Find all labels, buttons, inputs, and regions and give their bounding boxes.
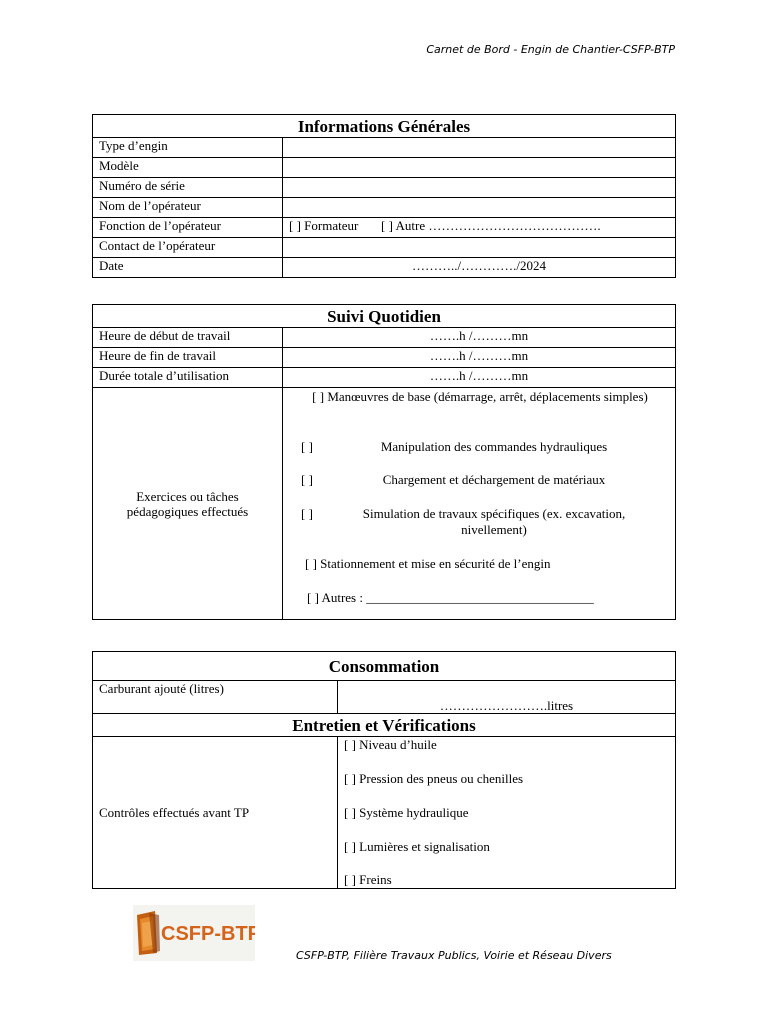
duration-field[interactable]: …….h /………mn	[283, 368, 676, 388]
checks-label: Contrôles effectués avant TP	[93, 737, 338, 889]
section-title-general: Informations Générales	[93, 115, 676, 138]
task-text: [ ] Manœuvres de base (démarrage, arrêt, déplacements simples)	[312, 389, 648, 404]
section-title-daily: Suivi Quotidien	[93, 305, 676, 328]
consumption-maintenance-table	[92, 651, 676, 889]
task-text: Simulation de travaux spécifiques (ex. excavation, nivellement)	[362, 506, 626, 537]
document-header: Carnet de Bord - Engin de Chantier-CSFP-BTP	[426, 43, 675, 56]
task-item-other[interactable]: [ ] Autres : ___________________________________	[307, 590, 594, 605]
field-value[interactable]	[283, 178, 676, 198]
field-label: Heure de début de travail	[93, 328, 283, 348]
field-label: Fonction de l’opérateur	[93, 218, 283, 238]
field-label: Date	[93, 258, 283, 278]
task-checkbox[interactable]: [ ]	[301, 439, 313, 454]
footer-text: CSFP-BTP, Filière Travaux Publics, Voirie et Réseau Divers	[296, 949, 612, 962]
fuel-value[interactable]: …………………….litres	[338, 681, 676, 714]
csfp-btp-logo	[133, 905, 255, 961]
start-time-field[interactable]: …….h /………mn	[283, 328, 676, 348]
task-checkbox[interactable]: [ ]	[301, 506, 313, 521]
task-item[interactable]	[283, 472, 675, 506]
daily-tracking-table	[92, 304, 676, 620]
check-item[interactable]: [ ] Pression des pneus ou chenilles	[344, 771, 524, 786]
logo-graphic	[133, 905, 255, 961]
task-checkbox[interactable]: [ ]	[301, 472, 313, 487]
field-label: Type d’engin	[93, 138, 283, 158]
field-value[interactable]	[283, 158, 676, 178]
field-value[interactable]	[283, 138, 676, 158]
field-label: Numéro de série	[93, 178, 283, 198]
field-label: Modèle	[93, 158, 283, 178]
task-text: Chargement et déchargement de matériaux	[382, 472, 606, 487]
task-item[interactable]	[283, 389, 675, 439]
tasks-list	[283, 388, 676, 620]
section-title-maintenance: Entretien et Vérifications	[93, 714, 676, 737]
logo-text: CSFP-BTP	[161, 923, 255, 945]
task-item-parking[interactable]: [ ] Stationnement et mise en sécurité de l’engin	[305, 556, 551, 571]
field-label: Durée totale d’utilisation	[93, 368, 283, 388]
check-item[interactable]: [ ] Freins	[344, 872, 392, 887]
section-title-consumption: Consommation	[93, 652, 676, 681]
field-value[interactable]	[283, 198, 676, 218]
task-text: Manipulation des commandes hydrauliques	[380, 439, 608, 454]
check-item[interactable]: [ ] Système hydraulique	[344, 805, 469, 820]
field-label: Contact de l’opérateur	[93, 238, 283, 258]
general-info-table	[92, 114, 676, 278]
task-item[interactable]	[283, 439, 675, 472]
field-value[interactable]	[283, 238, 676, 258]
check-item[interactable]: [ ] Lumières et signalisation	[344, 839, 490, 854]
operator-function-options[interactable]: [ ] Formateur [ ] Autre ………………………………….	[283, 218, 676, 238]
task-item[interactable]	[283, 506, 675, 556]
checks-list	[338, 737, 676, 889]
tasks-label: Exercices ou tâches pédagogiques effectués	[93, 388, 283, 620]
field-label: Nom de l’opérateur	[93, 198, 283, 218]
end-time-field[interactable]: …….h /………mn	[283, 348, 676, 368]
field-label: Heure de fin de travail	[93, 348, 283, 368]
date-field[interactable]: ………../…………./2024	[283, 258, 676, 278]
fuel-label: Carburant ajouté (litres)	[93, 681, 338, 714]
check-item[interactable]: [ ] Niveau d’huile	[344, 737, 437, 752]
